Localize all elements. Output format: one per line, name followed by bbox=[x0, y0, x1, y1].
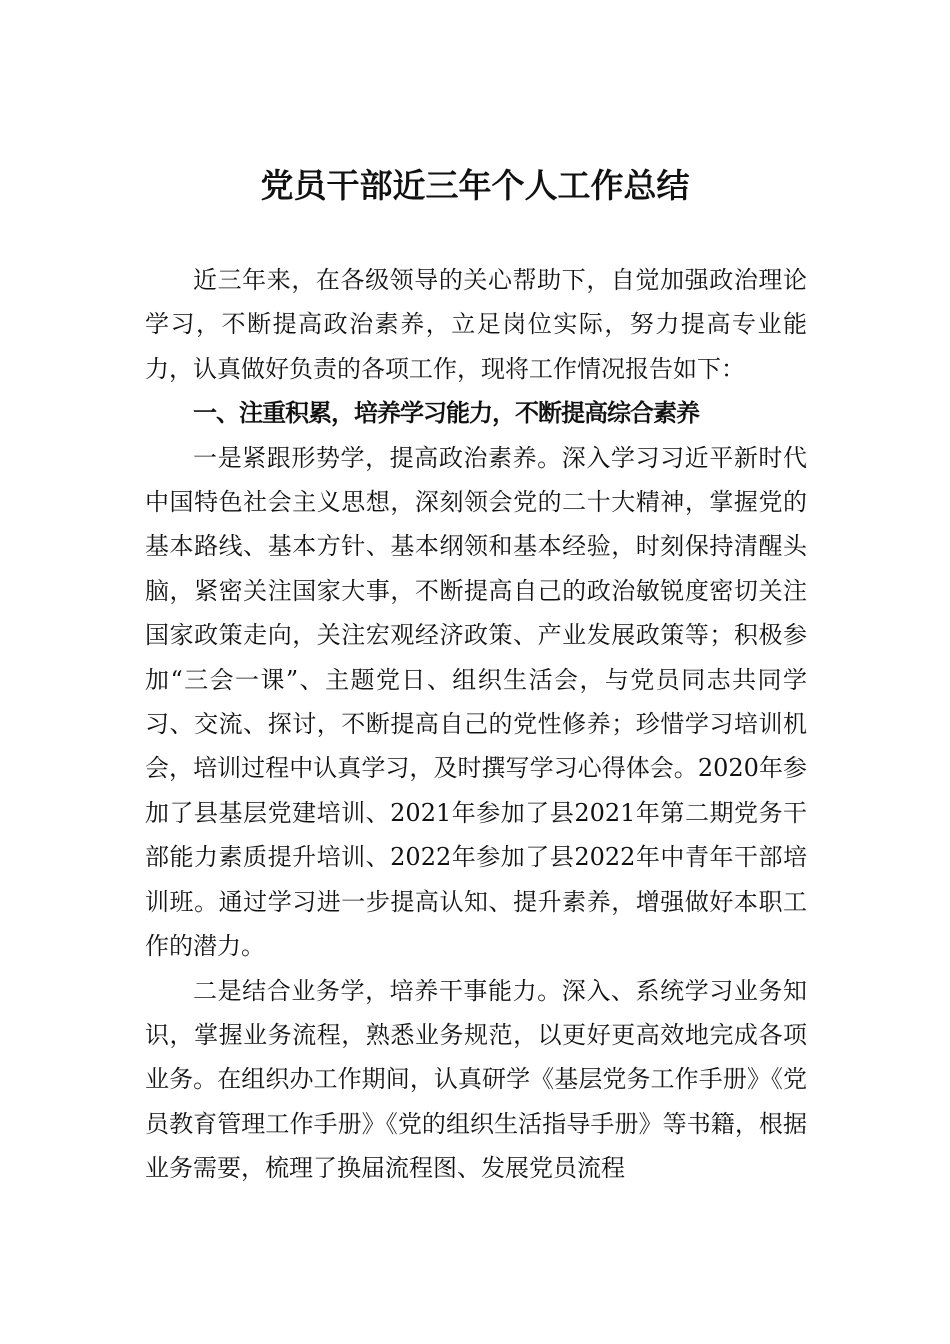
document-body bbox=[145, 258, 807, 1191]
intro-paragraph: 近三年来，在各级领导的关心帮助下，自觉加强政治理论学习，不断提高政治素养，立足岗位实际，努力提高专业能力，认真做好负责的各项工作，现将工作情况报告如下： bbox=[145, 266, 807, 383]
document-title: 党员干部近三年个人工作总结 bbox=[260, 166, 690, 205]
paragraph-1: 一是紧跟形势学，提高政治素养。深入学习习近平新时代中国特色社会主义思想，深刻领会党的二十大精神，掌握党的基本路线、基本方针、基本纲领和基本经验，时刻保持清醒头脑，紧密关注国家大事，不断提高自己的政治敏锐度密切关注国家政策走向，关注宏观经济政策、产业发展政策等；积极参加“三会一课”、主题党日、组织生活会，与党员同志共同学习、交流、探讨，不断提高自己的党性修养；珍惜学习培训机会，培训过程中认真学习，及时撰写学习心得体会。2020年参加了县基层党建培训、2021年参加了县2021年第二期党务干部能力素质提升培训、2022年参加了县2022年中青年干部培训班。通过学习进一步提高认知、提升素养，增强做好本职工作的潜力。 bbox=[145, 443, 807, 961]
paragraph-2: 二是结合业务学，培养干事能力。深入、系统学习业务知识，掌握业务流程，熟悉业务规范，以更好更高效地完成各项业务。在组织办工作期间，认真研学《基层党务工作手册》《党员教育管理工作手册》《党的组织生活指导手册》等书籍，根据业务需要，梳理了换届流程图、发展党员流程 bbox=[145, 976, 807, 1183]
section-heading-1: 一、注重积累，培养学习能力，不断提高综合素养 bbox=[193, 399, 699, 428]
